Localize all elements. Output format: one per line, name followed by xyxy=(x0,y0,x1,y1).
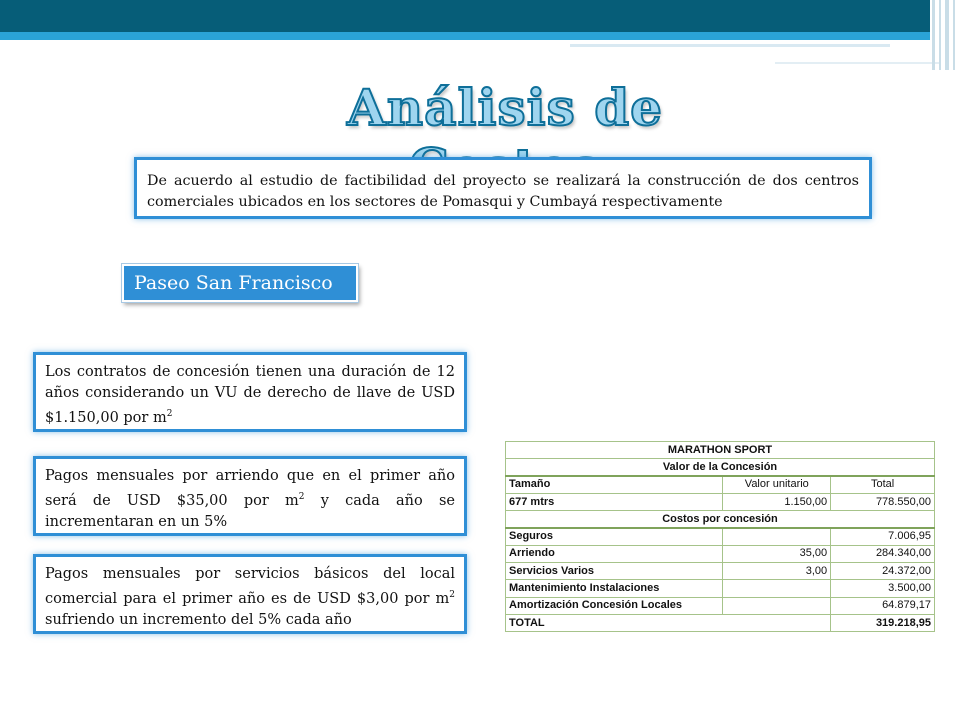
table-total-row xyxy=(506,614,935,631)
point-text: Pagos mensuales por servicios básicos del local comercial para el primer año es de USD $3,00 por m xyxy=(45,566,455,607)
table-row xyxy=(506,528,935,545)
top-bar-light xyxy=(0,32,930,40)
table-header: Tamaño xyxy=(506,476,723,493)
table-cell: 7.006,95 xyxy=(831,528,935,545)
superscript: 2 xyxy=(298,492,305,502)
point-text: Los contratos de concesión tienen una duración de 12 años considerando un VU de derecho de llave de USD $1.150,00 por m xyxy=(45,364,455,426)
point-text: sufriendo un incremento del 5% cada año xyxy=(45,611,352,628)
table-cell: 1.150,00 xyxy=(723,493,831,510)
superscript: 2 xyxy=(166,409,173,419)
table-cell: 677 mtrs xyxy=(506,493,723,510)
table-cell: Servicios Varios xyxy=(506,563,723,580)
table-row xyxy=(506,580,935,597)
point-box-rent xyxy=(33,456,467,536)
top-bar-dark xyxy=(0,0,930,32)
table-cell: 35,00 xyxy=(723,545,831,562)
slide-title: Análisis de xyxy=(346,78,663,137)
table-cell: 284.340,00 xyxy=(831,545,935,562)
decor-line xyxy=(775,62,940,64)
table-cell: Mantenimiento Instalaciones xyxy=(506,580,723,597)
section-label: Paseo San Francisco xyxy=(122,264,358,302)
table-header: Total xyxy=(831,476,935,493)
table-row xyxy=(506,493,935,510)
table-cell: 24.372,00 xyxy=(831,563,935,580)
table-cell: 3.500,00 xyxy=(831,580,935,597)
table-cell: Seguros xyxy=(506,528,723,545)
table-total-label: TOTAL xyxy=(506,614,831,631)
point-box-services xyxy=(33,554,467,634)
table-header-row xyxy=(506,476,935,493)
point-box-concession xyxy=(33,352,467,432)
table-section-title: Valor de la Concesión xyxy=(506,459,935,476)
table-row xyxy=(506,563,935,580)
superscript: 2 xyxy=(449,590,455,600)
table-row xyxy=(506,511,935,528)
table-total-value: 319.218,95 xyxy=(831,614,935,631)
table-header: Valor unitario xyxy=(723,476,831,493)
table-section-title: Costos por concesión xyxy=(506,511,935,528)
cost-table xyxy=(505,441,935,632)
decor-stripes xyxy=(930,0,960,70)
table-cell: 64.879,17 xyxy=(831,597,935,614)
table-cell: Arriendo xyxy=(506,545,723,562)
table-cell xyxy=(723,580,831,597)
point-text: Pagos mensuales por arriendo que en el primer año será de USD $35,00 por m xyxy=(45,468,455,509)
table-cell: 778.550,00 xyxy=(831,493,935,510)
table-row xyxy=(506,459,935,476)
table-row xyxy=(506,442,935,459)
table-cell xyxy=(723,597,831,614)
table-row xyxy=(506,597,935,614)
table-cell: 3,00 xyxy=(723,563,831,580)
table-cell: Amortización Concesión Locales xyxy=(506,597,723,614)
decor-line xyxy=(570,44,890,47)
table-title: MARATHON SPORT xyxy=(506,442,935,459)
table-cell xyxy=(723,528,831,545)
table-row xyxy=(506,545,935,562)
intro-text-box: De acuerdo al estudio de factibilidad del proyecto se realizará la construcción de dos centros comerciales ubicados en los sectores de Pomasqui y Cumbayá respectivamente xyxy=(134,157,872,219)
point-text: y cada año se incrementaran en un 5% xyxy=(45,492,455,530)
